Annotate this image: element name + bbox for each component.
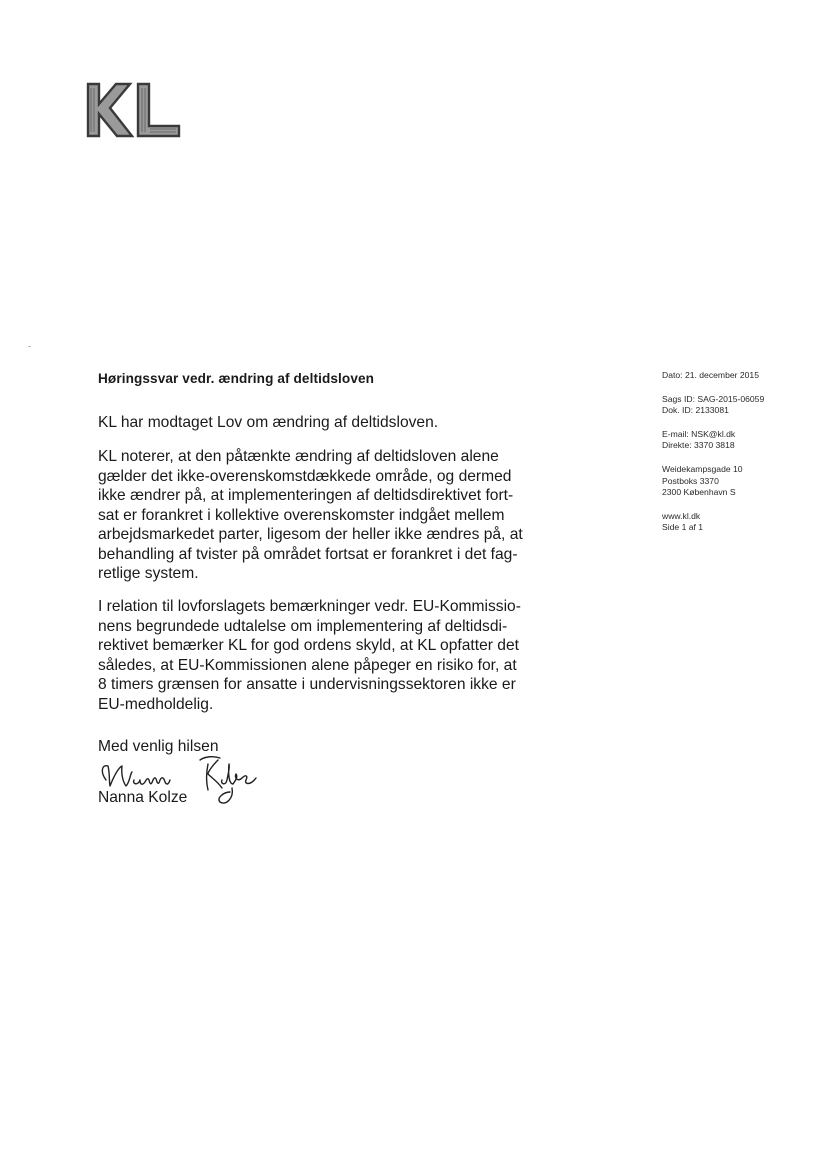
paragraph-2-line: behandling af tvister på området fortsat er forankret i det fag- xyxy=(98,545,518,563)
paragraph-2-line: sat er forankret i kollektive overenskomster indgået mellem xyxy=(98,506,505,524)
direct-phone-row xyxy=(662,440,822,452)
address-line: Weidekampsgade 10 xyxy=(662,463,743,474)
kl-logo xyxy=(86,82,181,138)
paragraph-3-line: I relation til lovforslagets bemærkninger vedr. EU-Kommissio- xyxy=(98,598,521,615)
address-group xyxy=(662,464,822,499)
paragraph-2 xyxy=(98,447,568,584)
paragraph-2-line: retlige system. xyxy=(98,565,199,582)
sags-id-row xyxy=(662,394,822,406)
email-row xyxy=(662,429,822,441)
sags-id-value: SAG-2015-06059 xyxy=(697,393,765,404)
direct-phone-value: 3370 3818 xyxy=(694,440,735,451)
address-line: Postboks 3370 xyxy=(662,475,719,486)
signer-name: Nanna Kolze xyxy=(98,789,188,806)
address-line: 2300 København S xyxy=(662,487,736,498)
case-id-group xyxy=(662,394,822,417)
letter-subject: Høringssvar vedr. ændring af deltidsloven xyxy=(98,371,375,386)
paragraph-1-line: KL har modtaget Lov om ændring af deltidsloven. xyxy=(98,414,439,431)
date-group xyxy=(662,370,822,382)
paragraph-3-line: således, at EU-Kommissionen alene påpeger en risiko for, at xyxy=(98,656,517,674)
scan-mark xyxy=(28,346,31,347)
website-link[interactable]: www.kl.dk xyxy=(662,510,701,521)
direct-phone-label: Direkte: xyxy=(662,440,692,451)
dok-id-label: Dok. ID: xyxy=(662,405,694,416)
dok-id-row xyxy=(662,405,822,417)
letter-metadata-sidebar xyxy=(662,370,822,546)
email-value[interactable]: NSK@kl.dk xyxy=(691,428,736,439)
contact-group xyxy=(662,429,822,452)
closing-salutation: Med venlig hilsen xyxy=(98,738,219,755)
paragraph-3-line: rektivet bemærker KL for god ordens skyld, at KL opfatter det xyxy=(98,637,519,654)
paragraph-2-line: arbejdsmarkedet parter, ligesom der heller ikke ændres på, at xyxy=(98,526,523,543)
paragraph-3-line: EU-medholdelig. xyxy=(98,695,214,713)
date-value: 21. december 2015 xyxy=(684,370,759,380)
paragraph-2-line: KL noterer, at den påtænkte ændring af deltidsloven alene xyxy=(98,448,499,465)
paragraph-3 xyxy=(98,597,568,714)
paragraph-2-line: gælder det ikke-overenskomstdækkede område, og dermed xyxy=(98,467,512,485)
paragraph-3-line: 8 timers grænsen for ansatte i undervisningssektoren ikke er xyxy=(98,676,516,693)
page-number: Side 1 af 1 xyxy=(662,522,704,533)
dok-id-value: 2133081 xyxy=(695,405,729,416)
sags-id-label: Sags ID: xyxy=(662,393,695,404)
paragraph-3-line: nens begrundede udtalelse om implementering af deltidsdi- xyxy=(98,617,508,635)
paragraph-1 xyxy=(98,413,568,433)
date-label: Dato: xyxy=(662,370,683,380)
paragraph-2-line: ikke ændrer på, at implementeringen af deltidsdirektivet fort- xyxy=(98,487,514,504)
web-page-group xyxy=(662,511,822,534)
date-row xyxy=(662,370,822,382)
email-label: E-mail: xyxy=(662,428,689,439)
